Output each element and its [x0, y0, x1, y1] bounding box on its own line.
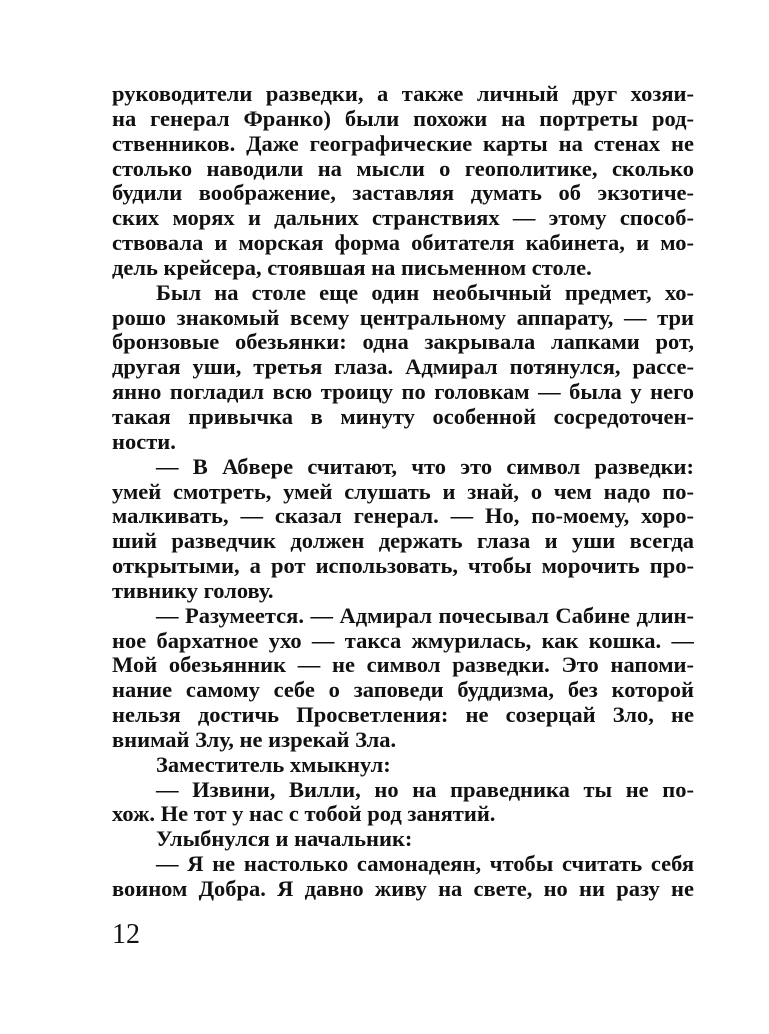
text-line: малкивать, — сказал генерал. — Но, по-моему, хоро-	[112, 504, 694, 529]
text-line: ственников. Даже географические карты на стенах не	[112, 131, 694, 156]
text-line: руководители разведки, а также личный друг хозяи-	[112, 82, 694, 106]
text-line: бронзовые обезьянки: одна закрывала лапками рот,	[112, 330, 694, 355]
text-line: Улыбнулся и начальник:	[156, 827, 413, 852]
text-line: другая уши, третья глаза. Адмирал потянулся, рассе-	[112, 355, 694, 380]
text-line: ное бархатное ухо — такса жмурилась, как кошка. —	[112, 628, 694, 653]
text-line: на генерал Франко) были похожи на портреты род-	[112, 106, 694, 131]
text-line: рошо знакомый всему центральному аппарату, — три	[112, 305, 694, 330]
text-line: будили воображение, заставляя думать об экзотиче-	[112, 181, 694, 206]
text-line: тивнику голову.	[112, 578, 274, 603]
text-line: открытыми, а рот использовать, чтобы морочить про-	[112, 554, 694, 579]
text-line: — Я не настолько самонадеян, чтобы считать себя	[156, 852, 694, 877]
text-line: — В Абвере считают, что это символ разведки:	[156, 454, 694, 479]
text-line: хож. Не тот у нас с тобой род занятий.	[112, 802, 496, 827]
text-line: Мой обезьянник — не символ разведки. Это напоми-	[112, 653, 694, 678]
text-line: воином Добра. Я давно живу на свете, но ни разу не	[112, 877, 694, 901]
text-line: нание самому себе о заповеди буддизма, без которой	[112, 678, 694, 703]
text-line: столько наводили на мысли о геополитике, сколько	[112, 156, 694, 181]
text-line: — Извини, Вилли, но на праведника ты не по-	[156, 777, 694, 802]
text-line: ских морях и дальних странствиях — этому способ-	[112, 206, 694, 231]
page-number: 12	[112, 919, 140, 950]
text-line: Заместитель хмыкнул:	[156, 752, 391, 777]
text-line: ствовала и морская форма обитателя кабинета, и мо-	[112, 231, 694, 256]
text-line: — Разумеется. — Адмирал почесывал Сабине длин-	[156, 603, 694, 628]
text-line: ший разведчик должен держать глаза и уши всегда	[112, 529, 694, 554]
text-line: нельзя достичь Просветления: не созерцай Зло, не	[112, 703, 694, 728]
body-text	[112, 82, 694, 902]
text-line: Был на столе еще один необычный предмет, хо-	[156, 280, 694, 305]
text-line: ности.	[112, 429, 176, 454]
text-line: умей смотреть, умей слушать и знай, о чем надо по-	[112, 479, 694, 504]
text-line: внимай Злу, не изрекай Зла.	[112, 727, 397, 752]
text-line: дель крейсера, стоявшая на письменном столе.	[112, 255, 592, 280]
text-line: такая привычка в минуту особенной сосредоточен-	[112, 404, 694, 429]
text-line: янно погладил всю троицу по головкам — была у него	[112, 380, 694, 405]
